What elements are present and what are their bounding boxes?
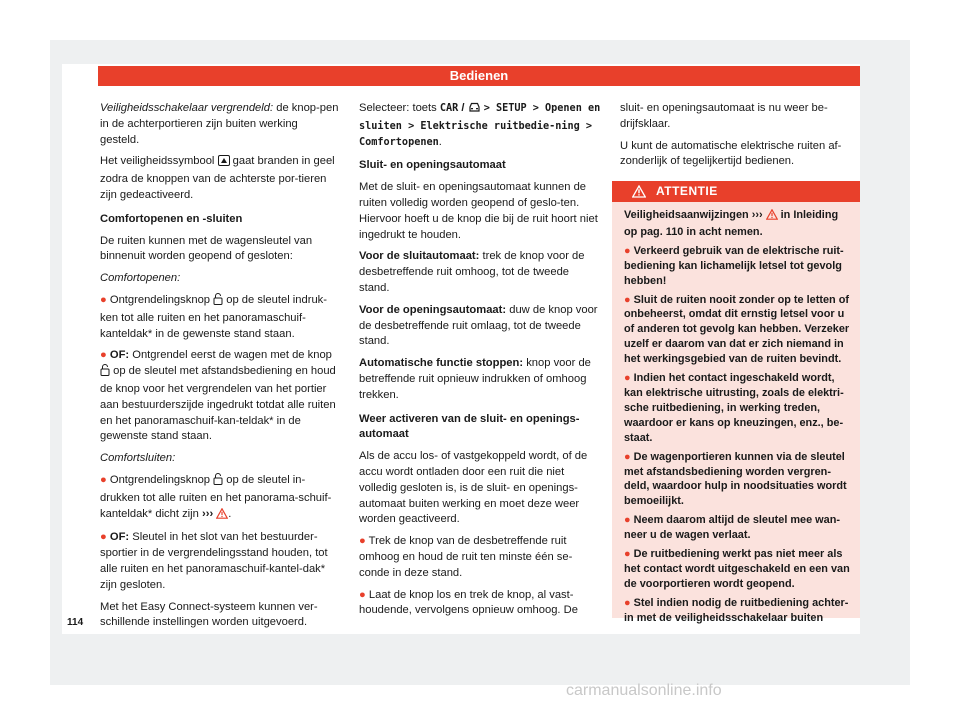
- text: op de sleutel indruk-ken tot alle ruiten en het panoramaschuif-kanteldak* in de gewenste stand staan.: [100, 293, 327, 340]
- bullet-icon: ●: [100, 531, 110, 544]
- bullet-icon: ●: [624, 596, 634, 609]
- attention-body: [612, 202, 860, 626]
- car-key-label: CAR: [439, 103, 459, 114]
- text: knop voor de betreffende ruit opnieuw indrukken of omhoog trekken.: [359, 357, 591, 401]
- text: Indien het contact ingeschakeld wordt, kan elektrische uitrusting, zoals de elektri-sche ruitbediening, in werking treden, waardoor er kans op kneuzingen, enz., be-staat.: [624, 372, 844, 444]
- bullet-icon: ●: [624, 372, 634, 385]
- bullet-icon: ●: [624, 548, 634, 561]
- attention-item: [624, 596, 850, 626]
- text: Verkeerd gebruik van de elektrische ruit-bediening kan lichamelijk letsel tot gevolg hebben!: [624, 244, 844, 287]
- subheading: Comfortopenen:: [100, 272, 181, 285]
- reference-arrows[interactable]: ›››: [751, 209, 763, 221]
- bullet-item: [100, 530, 340, 593]
- paragraph: sluit- en openingsautomaat is nu weer be-drijfsklaar.: [620, 102, 828, 130]
- bullet-icon: ●: [100, 293, 110, 306]
- bullet-icon: ●: [359, 588, 369, 601]
- bullet-icon: ●: [624, 244, 634, 257]
- bullet-item: ● Ontgrendelingsknop op de sleutel in-drukken tot alle ruiten en het panorama-schuif-kanteldak* dicht zijn ››› .: [100, 473, 340, 524]
- text: Ontgrendel eerst de wagen met de knop: [129, 349, 332, 362]
- text: de knop-pen in de achterportieren zijn buiten werking gesteld.: [100, 102, 339, 146]
- attention-item: [624, 293, 850, 368]
- text: Stel indien nodig de ruitbediening achter-in met de veiligheidsschakelaar buiten: [624, 596, 849, 624]
- paragraph: [100, 154, 340, 203]
- attention-item: [624, 371, 850, 446]
- column-3: [620, 101, 860, 176]
- reference-arrows[interactable]: ›››: [202, 507, 214, 520]
- text: op de sleutel met afstandsbediening en houd de knop voor het vergrendelen van het portier aan bestuurderszijde ingedrukt totdat alle ruiten en het panoramaschuif-kan-teldak* in de gewenste stand staan.: [100, 365, 336, 443]
- text: Ontgrendelingsknop: [109, 473, 214, 486]
- bullet-icon: ●: [100, 473, 110, 486]
- bullet-icon: ●: [624, 514, 634, 527]
- attention-title: ATTENTIE: [656, 184, 718, 198]
- bold-label: Voor de sluitautomaat:: [359, 250, 480, 263]
- heading: Sluit- en openingsautomaat: [359, 159, 506, 172]
- bullet-item: [100, 348, 340, 445]
- bullet-icon: ●: [624, 293, 634, 306]
- text: Veiligheidsaanwijzingen: [624, 209, 752, 221]
- text: Ontgrendelingsknop: [109, 293, 214, 306]
- paragraph: Met de sluit- en openingsautomaat kunnen de ruiten volledig worden geopend of geslo-ten. Hiervoor hoeft u de knop die bij de ruit hoort niet ingedrukt te houden.: [359, 181, 598, 241]
- attention-box: [612, 181, 860, 624]
- text: .: [438, 135, 442, 148]
- text: /: [458, 102, 468, 114]
- paragraph: [359, 101, 601, 150]
- warning-icon[interactable]: [216, 508, 228, 525]
- paragraph: De ruiten kunnen met de wagensleutel van binnenuit worden geopend of gesloten:: [100, 234, 313, 263]
- column-1: [100, 101, 340, 637]
- attention-item: [624, 513, 850, 543]
- text: trek de knop voor de desbetreffende ruit omhoog, tot de tweede stand.: [359, 250, 585, 294]
- text: Trek de knop van de desbetreffende ruit omhoog en houd de ruit ten minste één se-conde in deze stand.: [359, 535, 573, 579]
- text: Het veiligheidssymbool: [100, 155, 218, 168]
- page-number: 114: [67, 617, 84, 628]
- menu-path: > SETUP > Openen en sluiten > Elektrische ruitbedie-ning > Comfortopenen: [359, 103, 601, 148]
- text: Laat de knop los en trek de knop, al vast-houdende, vervolgens opnieuw omhoog. De: [359, 588, 578, 617]
- text: duw de knop voor de desbetreffende ruit omlaag, tot de tweede stand.: [359, 303, 598, 348]
- warning-icon: [632, 185, 646, 198]
- bold-label: OF:: [109, 531, 130, 544]
- text: De ruitbediening werkt pas niet meer als het contact wordt uitgeschakeld en een van de voorportieren wordt geopend.: [624, 548, 850, 590]
- child-lock-icon: [218, 155, 230, 172]
- attention-item: [624, 244, 850, 289]
- bullet-icon: ●: [624, 450, 634, 463]
- paragraph: [359, 249, 601, 296]
- car-menu-icon: [468, 102, 481, 119]
- text: gaat branden in geel zodra de knoppen van de achterste por-tieren zijn gedeactiveerd.: [100, 155, 335, 201]
- attention-item: [624, 450, 850, 510]
- attention-intro: [624, 208, 850, 240]
- column-2: [359, 101, 601, 625]
- heading: Weer activeren van de sluit- en openings-automaat: [359, 412, 580, 441]
- paragraph: [359, 303, 601, 350]
- text: Sleutel in het slot van het bestuurder-sportier in de vergrendelingsstand houden, tot alle ruiten en het panoramaschuif-kantel-dak* zijn gesloten.: [100, 531, 328, 591]
- paragraph: Als de accu los- of vastgekoppeld wordt, of de accu wordt ontladen door een ruit die niet volledig gesloten is, is de sluit- en openings-automaat buiten werking en moet deze weer worden geactiveerd.: [359, 450, 588, 526]
- bullet-item: [359, 534, 601, 581]
- paragraph: [100, 101, 340, 148]
- paragraph: U kunt de automatische elektrische ruiten af-zonderlijk of tegelijkertijd bedienen.: [620, 139, 842, 168]
- text: Neem daarom altijd de sleutel mee wan-neer u de wagen verlaat.: [624, 514, 840, 542]
- bold-label: Voor de openingsautomaat:: [359, 303, 507, 316]
- section-header: Bedienen: [98, 66, 860, 86]
- text: op de sleutel in-drukken tot alle ruiten en het panorama-schuif-kanteldak* dicht zijn: [100, 473, 332, 520]
- text: De wagenportieren kunnen via de sleutel met afstandsbediening worden vergren-deld, waardoor hulp in noodsituaties wordt bemoeilijkt.: [624, 450, 847, 508]
- bold-label: OF:: [109, 349, 130, 362]
- paragraph: [359, 356, 601, 403]
- unlock-icon: [213, 473, 223, 491]
- unlock-icon: [213, 293, 223, 311]
- text: Sluit de ruiten nooit zonder op te letten of onbeheerst, omdat dit ernstig letsel voor u of anderen tot gevolg kan hebben. Verzeker uzelf er daarom van dat er zich niemand in het werkingsgebied van de ruiten bevindt.: [624, 293, 850, 366]
- bullet-item: [100, 293, 340, 342]
- bullet-icon: ●: [359, 535, 369, 548]
- text: Selecteer: toets: [359, 102, 440, 114]
- unlock-icon: [100, 364, 110, 382]
- text: in Inleiding op pag. 110 in acht nemen.: [624, 209, 839, 238]
- bullet-icon: ●: [100, 349, 110, 362]
- watermark[interactable]: carmanualsonline.info: [566, 682, 722, 699]
- paragraph: Met het Easy Connect-systeem kunnen ver-schillende instellingen worden uitgevoerd.: [100, 600, 318, 629]
- attention-header: [612, 181, 860, 202]
- italic-label: Veiligheidsschakelaar vergrendeld:: [100, 102, 274, 114]
- subheading: Comfortsluiten:: [100, 452, 176, 465]
- bold-label: Automatische functie stoppen:: [359, 357, 524, 370]
- bullet-item: [359, 588, 601, 620]
- heading: Comfortopenen en -sluiten: [100, 212, 243, 225]
- attention-item: [624, 547, 850, 592]
- warning-icon[interactable]: [766, 209, 778, 225]
